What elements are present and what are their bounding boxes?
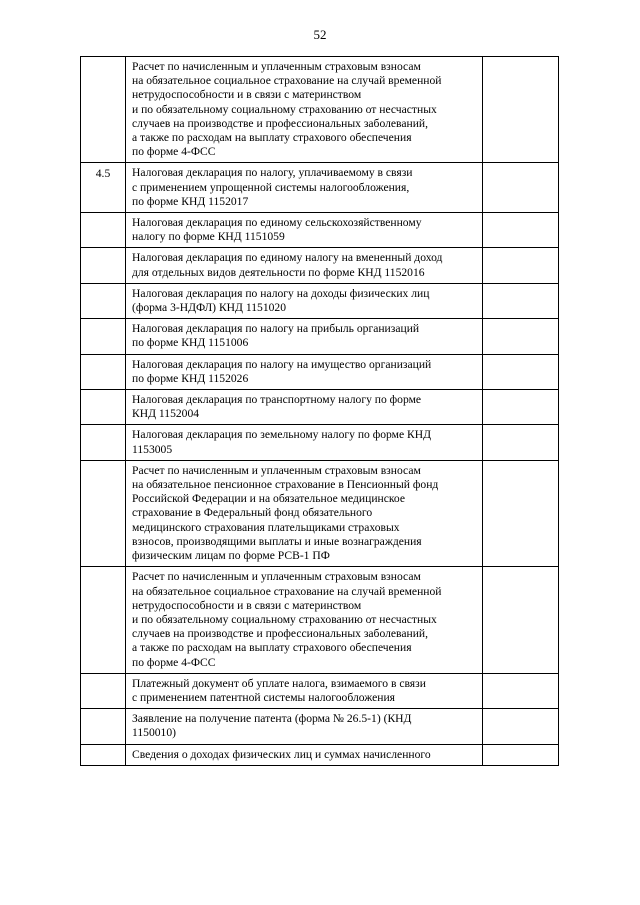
item-number (81, 567, 125, 571)
item-number-cell (81, 390, 126, 425)
empty-cell (483, 354, 559, 389)
item-number-cell (81, 709, 126, 744)
item-number-cell (81, 354, 126, 389)
item-number-cell (81, 248, 126, 283)
document-description: Сведения о доходах физических лиц и суммах начисленного (132, 747, 431, 761)
empty-cell (483, 57, 559, 163)
item-number (81, 319, 125, 323)
item-number (81, 57, 125, 61)
item-number-cell (81, 673, 126, 708)
item-number (81, 248, 125, 252)
document-description: Налоговая декларация по земельному налогу по форме КНД 1153005 (132, 428, 432, 456)
document-table (80, 56, 559, 766)
document-description-cell (126, 709, 483, 744)
empty-cell (483, 460, 559, 566)
empty-cell (483, 744, 559, 765)
document-description-cell (126, 390, 483, 425)
page-number: 52 (313, 27, 327, 42)
table-row (81, 744, 559, 765)
table-row (81, 213, 559, 248)
empty-cell (483, 163, 559, 213)
item-number-cell (81, 460, 126, 566)
item-number (81, 745, 125, 749)
document-description-cell (126, 425, 483, 460)
empty-cell (483, 709, 559, 744)
empty-cell (483, 319, 559, 354)
document-description-cell (126, 283, 483, 318)
table-row (81, 283, 559, 318)
item-number-cell (81, 567, 126, 673)
document-description-cell (126, 57, 483, 163)
document-description-cell (126, 460, 483, 566)
document-description: Расчет по начисленным и уплаченным страховым взносам на обязательное социальное страхование на случай временной нетрудоспособности и в связи с материнством и по обязательному социальному страхованию от несчастных случаев на производстве и профессиональных заболеваний, а также по расходам на выплату страхового обеспечения по форме 4-ФСС (132, 570, 442, 669)
document-description: Платежный документ об уплате налога, взимаемого в связи с применением патентной системы налогообложения (132, 676, 426, 704)
item-number: 4.5 (95, 167, 111, 181)
document-description: Налоговая декларация по налогу, уплачиваемому в связи с применением упрощенной системы налогообложения, по форме КНД 1152017 (132, 166, 413, 208)
document-description: Налоговая декларация по единому налогу на вмененный доход для отдельных видов деятельности по форме КНД 1152016 (132, 251, 443, 279)
document-description: Расчет по начисленным и уплаченным страховым взносам на обязательное пенсионное страхование в Пенсионный фонд Российской Федерации и на обязательное медицинское страхование в Федеральный фонд обязательного медицинского страхования плательщиками страховых взносов, производящими выплаты и иные вознаграждения физическим лицам по форме РСВ-1 ПФ (132, 463, 439, 563)
document-description-cell (126, 354, 483, 389)
document-description: Налоговая декларация по транспортному налогу по форме КНД 1152004 (132, 393, 422, 421)
item-number-cell (81, 425, 126, 460)
table-row (81, 354, 559, 389)
empty-cell (483, 390, 559, 425)
document-description-cell (126, 163, 483, 213)
item-number-cell (81, 163, 126, 213)
item-number-cell (81, 744, 126, 765)
table-row (81, 460, 559, 566)
document-description-cell (126, 744, 483, 765)
empty-cell (483, 425, 559, 460)
empty-cell (483, 673, 559, 708)
document-description: Налоговая декларация по единому сельскохозяйственному налогу по форме КНД 1151059 (132, 216, 422, 244)
item-number (81, 390, 125, 394)
document-description: Заявление на получение патента (форма № 26.5-1) (КНД 1150010) (132, 712, 412, 740)
table-row (81, 319, 559, 354)
table-row (81, 57, 559, 163)
item-number (81, 284, 125, 288)
table-row (81, 673, 559, 708)
document-description-cell (126, 673, 483, 708)
document-description-cell (126, 213, 483, 248)
document-description: Налоговая декларация по налогу на имущество организаций по форме КНД 1152026 (132, 357, 432, 385)
document-description-cell (126, 319, 483, 354)
table-row (81, 425, 559, 460)
table-row (81, 248, 559, 283)
document-description: Налоговая декларация по налогу на доходы физических лиц (форма 3-НДФЛ) КНД 1151020 (132, 286, 430, 315)
document-description: Расчет по начисленным и уплаченным страховым взносам на обязательное социальное страхование на случай временной нетрудоспособности и в связи с материнством и по обязательному социальному страхованию от несчастных случаев на производстве и профессиональных заболеваний, а также по расходам на выплату страхового обеспечения по форме 4-ФСС (132, 60, 442, 159)
item-number (81, 674, 125, 678)
item-number (81, 709, 125, 713)
document-description-cell (126, 567, 483, 673)
table-row (81, 709, 559, 744)
item-number (81, 425, 125, 429)
item-number (81, 355, 125, 359)
table-row (81, 163, 559, 213)
item-number-cell (81, 57, 126, 163)
empty-cell (483, 213, 559, 248)
document-description-cell (126, 248, 483, 283)
document-description: Налоговая декларация по налогу на прибыль организаций по форме КНД 1151006 (132, 322, 420, 350)
item-number-cell (81, 283, 126, 318)
table-row (81, 567, 559, 673)
item-number (81, 461, 125, 465)
empty-cell (483, 283, 559, 318)
item-number-cell (81, 213, 126, 248)
item-number-cell (81, 319, 126, 354)
empty-cell (483, 248, 559, 283)
table-row (81, 390, 559, 425)
item-number (81, 213, 125, 217)
empty-cell (483, 567, 559, 673)
